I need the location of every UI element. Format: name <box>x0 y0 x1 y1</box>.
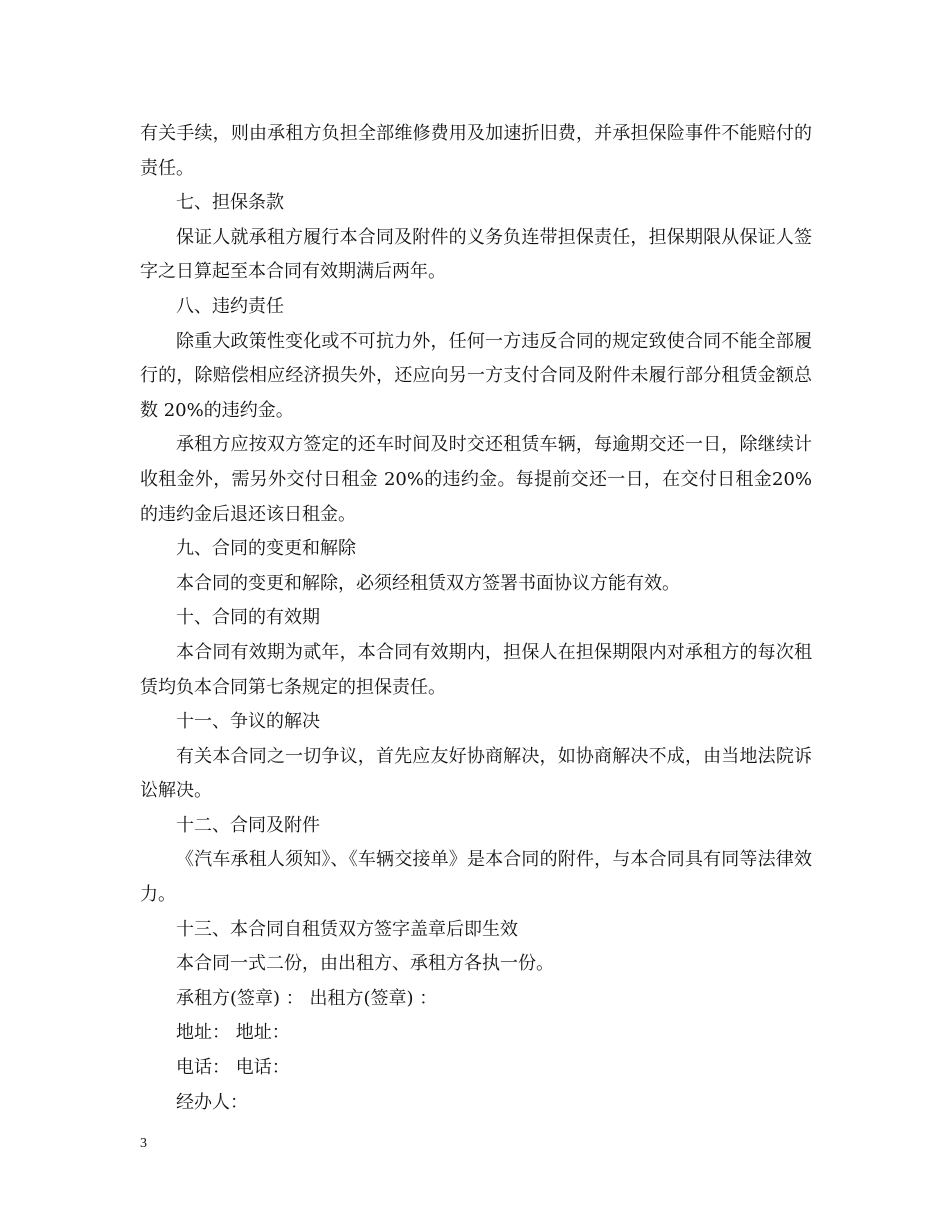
paragraph-change: 本合同的变更和解除，必须经租赁双方签署书面协议方能有效。 <box>176 572 680 594</box>
section-heading-11: 十一、争议的解决 <box>176 711 320 733</box>
paragraph-continuation: 有关手续，则由承租方负担全部维修费用及加速折旧费，并承担保险事件不能赔付的责任。 <box>140 123 812 179</box>
section-heading-9: 九、合同的变更和解除 <box>176 538 356 560</box>
paragraph-dispute: 有关本合同之一切争议，首先应友好协商解决，如协商解决不成，由当地法院诉讼解决。 <box>140 745 812 802</box>
address-line: 地址： 地址： <box>176 1022 290 1044</box>
document-body <box>140 117 812 1120</box>
phone-line: 电话： 电话： <box>176 1057 290 1079</box>
section-heading-10: 十、合同的有效期 <box>176 607 320 629</box>
section-heading-7: 七、担保条款 <box>176 192 284 214</box>
paragraph-guarantee: 保证人就承租方履行本合同及附件的义务负连带担保责任，担保期限从保证人签字之日算起至本合同有效期满后两年。 <box>140 226 812 283</box>
section-heading-13: 十三、本合同自租赁双方签字盖章后即生效 <box>176 918 518 940</box>
paragraph-validity: 本合同有效期为贰年，本合同有效期内，担保人在担保期限内对承租方的每次租赁均负本合同第七条规定的担保责任。 <box>140 641 812 698</box>
signature-line: 承租方(签章) ： 出租方(签章) ： <box>176 987 438 1009</box>
paragraph-breach-1: 除重大政策性变化或不可抗力外，任何一方违反合同的规定致使合同不能全部履行的，除赔偿相应经济损失外，还应向另一方支付合同及附件未履行部分租赁金额总数 20%的违约金。 <box>140 330 812 421</box>
handler-line: 经办人： <box>176 1091 248 1113</box>
page-number: 3 <box>140 1136 147 1151</box>
paragraph-copies: 本合同一式二份，由出租方、承租方各执一份。 <box>176 953 554 975</box>
section-heading-8: 八、违约责任 <box>176 295 284 317</box>
paragraph-breach-2: 承租方应按双方签定的还车时间及时交还租赁车辆，每逾期交还一日，除继续计收租金外，需另外交付日租金 20%的违约金。每提前交还一日，在交付日租金20%的违约金后退还该日租金。 <box>140 434 812 525</box>
paragraph-attachments: 《汽车承租人须知》、《车辆交接单》是本合同的附件，与本合同具有同等法律效力。 <box>140 849 812 906</box>
section-heading-12: 十二、合同及附件 <box>176 814 320 836</box>
